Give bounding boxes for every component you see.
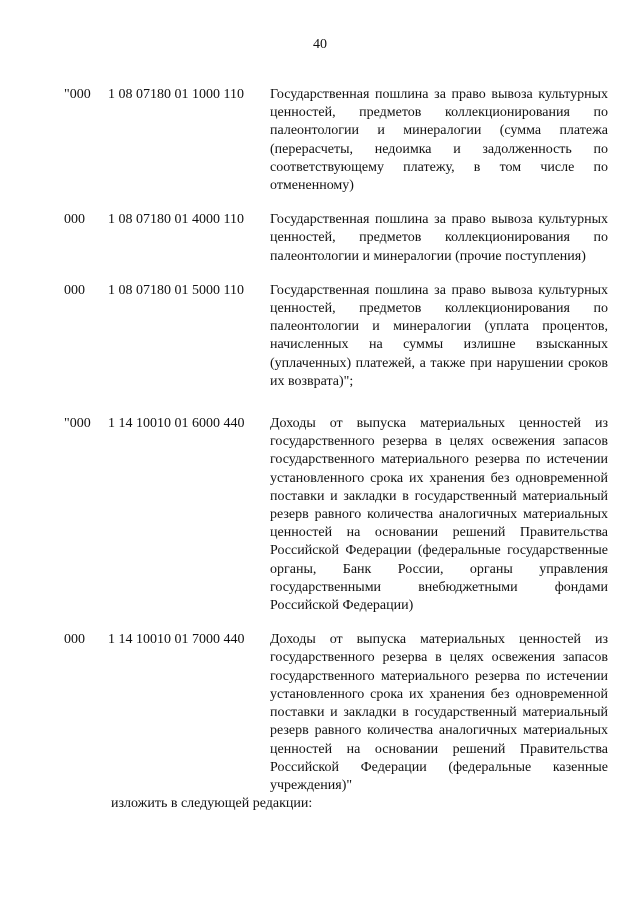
amendment-instruction: изложить в следующей редакции:: [111, 796, 313, 811]
budget-classification-code: 1 14 10010 01 6000 440: [108, 416, 245, 432]
table-row: [0, 211, 640, 266]
admin-code: 000: [64, 632, 85, 648]
budget-classification-code: 1 14 10010 01 7000 440: [108, 632, 245, 648]
admin-code: "000: [64, 416, 91, 432]
admin-code: 000: [64, 212, 85, 228]
budget-code-table: [0, 86, 640, 795]
admin-code: "000: [64, 87, 91, 102]
table-row: [0, 415, 640, 615]
income-description: Государственная пошлина за право вывоза культурных ценностей, предметов коллекционирования по палеонтологии и минералогии (уплата процентов, начисленных на суммы излишне взысканных (уплаченных) платежей, а также при нарушении сроков их возврата)";: [270, 282, 608, 389]
table-row: [0, 282, 640, 391]
page-number: 40: [313, 37, 327, 52]
budget-classification-code: 1 08 07180 01 4000 110: [108, 212, 244, 228]
table-row: [0, 86, 640, 195]
income-description: Государственная пошлина за право вывоза культурных ценностей, предметов коллекционирования по палеонтологии и минералогии (сумма платежа (перерасчеты, недоимка и задолженность по соответствующему платежу, в том числе по отмененному): [270, 87, 608, 194]
income-description: Доходы от выпуска материальных ценностей из государственного резерва в целях освежения запасов государственного материального резерва по истечении установленного срока их хранения без одновременной поставки и закладки в государственный материальный резерв равного количества аналогичных материальных ценностей на основании решений Правительства Российской Федерации (федеральные казенные учреждения)": [270, 632, 608, 793]
budget-classification-code: 1 08 07180 01 5000 110: [108, 282, 244, 298]
admin-code: 000: [64, 282, 85, 298]
table-row: [0, 631, 640, 795]
income-description: Государственная пошлина за право вывоза культурных ценностей, предметов коллекционирования по палеонтологии и минералогии (прочие поступления): [270, 212, 608, 264]
budget-classification-code: 1 08 07180 01 1000 110: [108, 87, 244, 102]
income-description: Доходы от выпуска материальных ценностей из государственного резерва в целях освежения запасов государственного материального резерва по истечении установленного срока их хранения без одновременной поставки и закладки в государственный материальный резерв равного количества аналогичных материальных ценностей на основании решений Правительства Российской Федерации (федеральные государственные органы, Банк России, органы управления государственными внебюджетными фондами Российской Федерации): [270, 416, 608, 614]
